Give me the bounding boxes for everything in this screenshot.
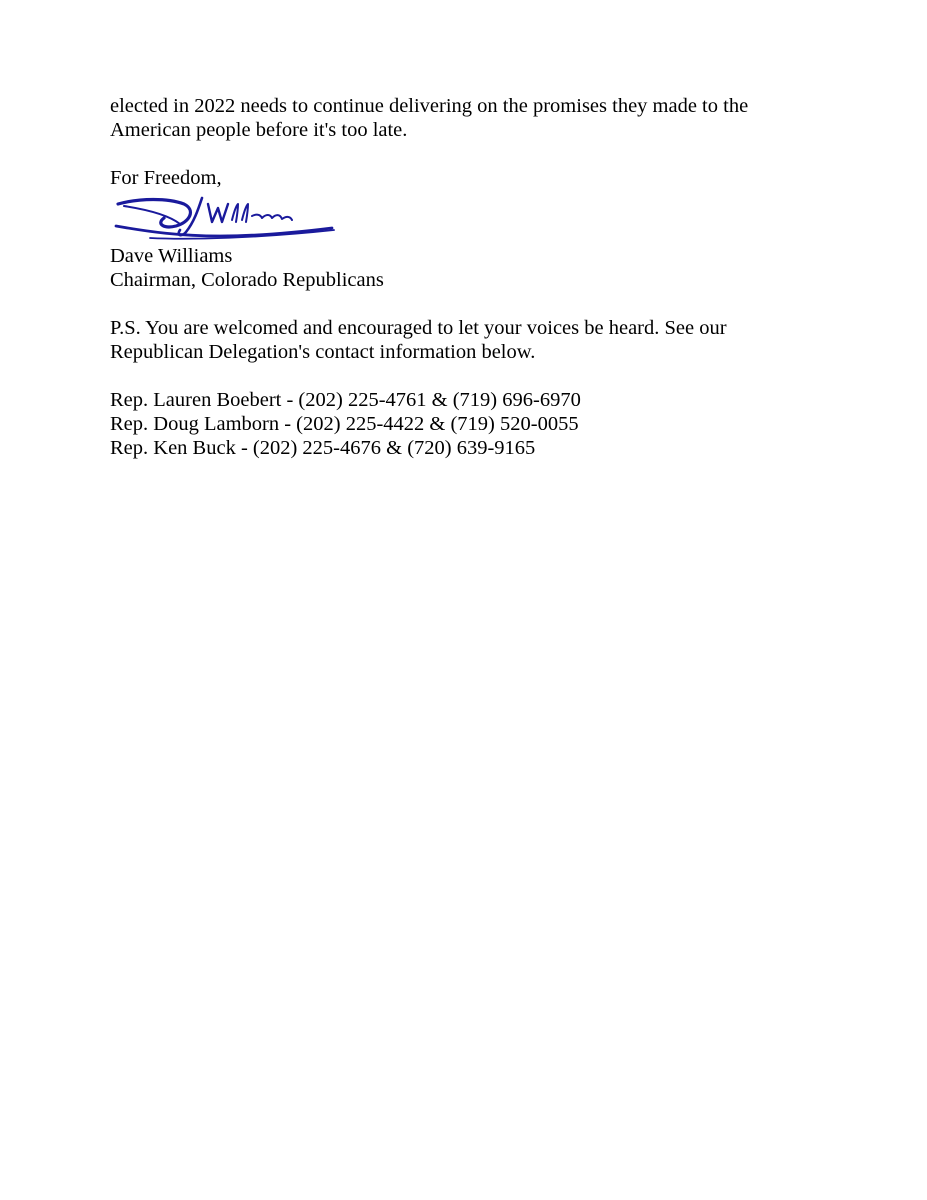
signature-image <box>110 192 340 244</box>
postscript-line: Republican Delegation's contact information below. <box>110 341 536 363</box>
contact-list <box>110 388 850 460</box>
paragraph-line: American people before it's too late. <box>110 119 408 141</box>
signer-title: Chairman, Colorado Republicans <box>110 269 384 291</box>
contact-item: Rep. Ken Buck - (202) 225-4676 & (720) 639-9165 <box>110 437 536 459</box>
closing-paragraph <box>110 94 850 142</box>
valediction: For Freedom, <box>110 167 222 189</box>
postscript-line: P.S. You are welcomed and encouraged to let your voices be heard. See our <box>110 317 727 339</box>
postscript <box>110 316 850 364</box>
signer-block <box>110 244 850 292</box>
contact-item: Rep. Doug Lamborn - (202) 225-4422 & (719) 520-0055 <box>110 413 579 435</box>
letter-body <box>110 94 850 460</box>
paragraph-line: elected in 2022 needs to continue delivering on the promises they made to the <box>110 95 749 117</box>
contact-item: Rep. Lauren Boebert - (202) 225-4761 & (719) 696-6970 <box>110 389 581 411</box>
signer-name: Dave Williams <box>110 245 233 267</box>
signature <box>110 192 850 244</box>
